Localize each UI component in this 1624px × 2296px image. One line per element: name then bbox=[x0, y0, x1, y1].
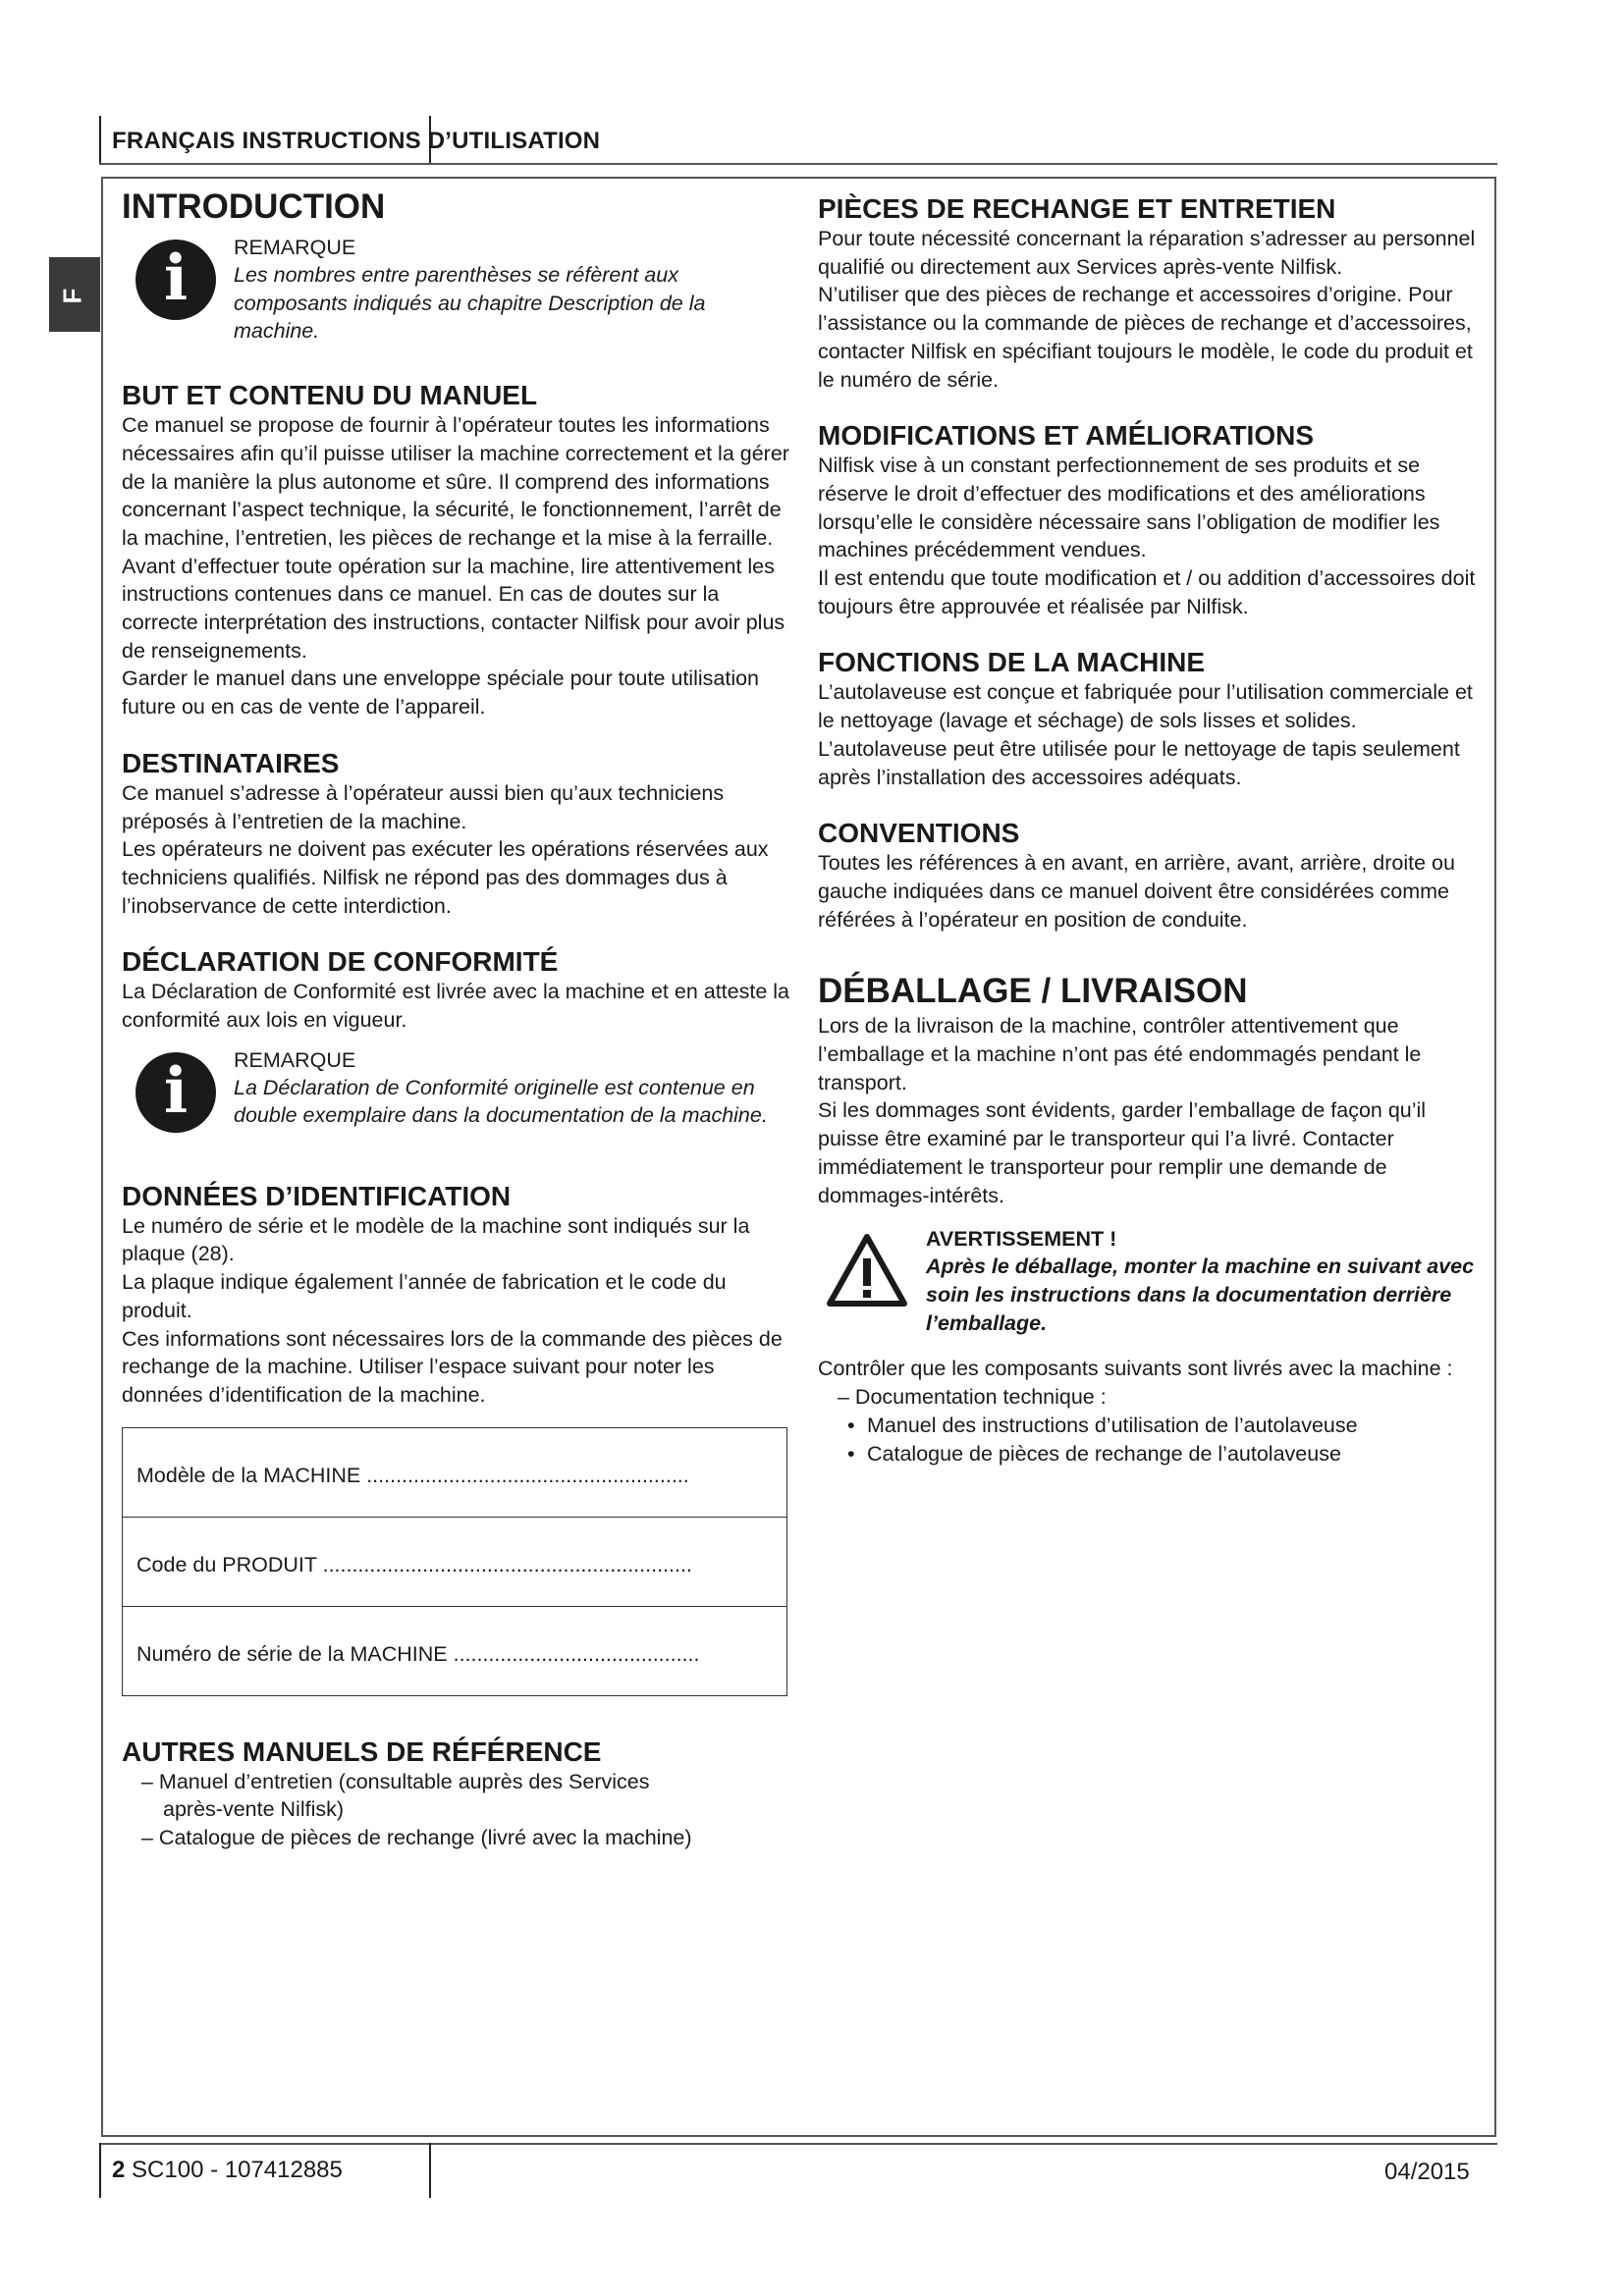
footer-rule-divider bbox=[429, 2143, 431, 2198]
section-autres bbox=[122, 1735, 794, 1852]
deballage-p3: Contrôler que les composants suivants sont livrés avec la machine : bbox=[818, 1357, 1453, 1381]
footer-date: 04/2015 bbox=[1384, 2159, 1470, 2185]
declaration-note bbox=[122, 1046, 794, 1154]
warning-text: Après le déballage, monter la machine en suivant avec soin les instructions dans la documentation derrière l’emballage. bbox=[926, 1255, 1475, 1335]
fonctions-p2: L’autolaveuse peut être utilisée pour le nettoyage de tapis seulement après l’installation des accessoires adéquats. bbox=[818, 736, 1460, 789]
info-icon: i bbox=[135, 1052, 216, 1133]
declaration-p1: La Déclaration de Conformité est livrée avec la machine et en atteste la conformité aux lois en vigueur. bbox=[122, 980, 790, 1033]
autres-item-1 bbox=[122, 1768, 794, 1824]
donnees-p1: Le numéro de série et le modèle de la machine sont indiqués sur la plaque (28). bbox=[122, 1213, 750, 1266]
autres-title: AUTRES MANUELS DE RÉFÉRENCE bbox=[122, 1735, 602, 1767]
intro-note-text: Les nombres entre parenthèses se réfèrent aux composants indiqués au chapitre Description de la machine. bbox=[234, 263, 706, 344]
warning-label: AVERTISSEMENT ! bbox=[926, 1227, 1117, 1252]
autres-item-1-line2: après-vente Nilfisk) bbox=[163, 1797, 344, 1822]
but-p2: Avant d’effectuer toute opération sur la machine, lire attentivement les instructions contenues dans ce manuel. En cas de doutes sur la correcte interprétation des instructions, contacter Nilfisk pour avoir plus de renseignements. bbox=[122, 554, 785, 663]
footer-page-number: 2 bbox=[112, 2157, 126, 2183]
pieces-p2: N’utiliser que des pièces de rechange et accessoires d’origine. Pour l’assistance ou la commande de pièces de rechange et d’accessoires, contacter Nilfisk en spécifiant toujours le modèle, le code du produit et le numéro de série. bbox=[818, 283, 1473, 392]
pieces-title: PIÈCES DE RECHANGE ET ENTRETIEN bbox=[818, 193, 1336, 224]
footer-rule-left bbox=[99, 2143, 101, 2198]
footer-rule-top bbox=[99, 2143, 1497, 2145]
form-row-model-label: Modèle de la MACHINE ....................................................... bbox=[136, 1463, 689, 1487]
warning-triangle-icon bbox=[826, 1233, 908, 1308]
header-title: FRANÇAIS INSTRUCTIONS D’UTILISATION bbox=[112, 128, 601, 154]
deballage-warning bbox=[818, 1225, 1486, 1337]
declaration-title: DÉCLARATION DE CONFORMITÉ bbox=[122, 946, 559, 978]
deballage-list-bullet-2: • Catalogue de pièces de rechange de l’autolaveuse bbox=[818, 1440, 1486, 1468]
section-but bbox=[122, 379, 794, 721]
deballage-p1: Lors de la livraison de la machine, contrôler attentivement que l’emballage et la machine n’ont pas été endommagés pendant le transport. bbox=[818, 1014, 1422, 1095]
but-p1: Ce manuel se propose de fournir à l’opérateur toutes les informations nécessaires afin qu’il puisse utiliser la machine correctement et la gérer de la manière la plus autonome et sûre. Il comprend des informations concernant l’aspect technique, la sécurité, le fonctionnement, l’arrêt de la machine, l’entretien, les pièces de rechange et la mise à la ferraille. bbox=[122, 413, 789, 550]
deballage-p2: Si les dommages sont évidents, garder l’emballage de façon qu’il puisse être examiné par le transporteur qui l’a livré. Contacter immédiatement le transporteur pour remplir une demande de dommages-intérêts. bbox=[818, 1098, 1427, 1207]
deballage-title: DÉBALLAGE / LIVRAISON bbox=[818, 972, 1248, 1011]
section-declaration bbox=[122, 945, 794, 1153]
intro-note bbox=[122, 234, 794, 346]
destinataires-p1: Ce manuel s’adresse à l’opérateur aussi bien qu’aux techniciens préposés à l’entretien de la machine. bbox=[122, 780, 725, 833]
header-rule-left bbox=[99, 116, 101, 165]
info-icon: i bbox=[135, 240, 216, 320]
section-modifications bbox=[818, 419, 1486, 620]
modifications-p1: Nilfisk vise à un constant perfectionnement de ses produits et se réserve le droit d’effectuer des modifications et des améliorations lorsqu’elle le considère nécessaire sans l’obligation de modifier les machines précédemment vendues. bbox=[818, 454, 1440, 562]
destinataires-p2: Les opérateurs ne doivent pas exécuter les opérations réservées aux techniciens qualifiés. Nilfisk ne répond pas des dommages dus à l’inobservance de cette interdiction. bbox=[122, 837, 769, 918]
language-side-tab bbox=[49, 257, 100, 332]
form-row-product-code[interactable] bbox=[123, 1518, 786, 1607]
header-rule-bottom bbox=[99, 163, 1497, 165]
declaration-note-label: REMARQUE bbox=[234, 1047, 356, 1072]
modifications-title: MODIFICATIONS ET AMÉLIORATIONS bbox=[818, 420, 1315, 452]
section-deballage bbox=[818, 971, 1486, 1468]
right-column bbox=[818, 187, 1486, 1468]
donnees-p2: La plaque indique également l’année de fabrication et le code du produit. bbox=[122, 1270, 727, 1322]
section-donnees bbox=[122, 1180, 794, 1696]
conventions-p1: Toutes les références à en avant, en arrière, avant, arrière, droite ou gauche indiquées dans ce manuel doivent être considérées comme référées à l’opérateur en position de conduite. bbox=[818, 851, 1455, 932]
form-row-product-code-label: Code du PRODUIT ............................................................... bbox=[136, 1552, 692, 1576]
left-column bbox=[122, 187, 794, 1852]
footer-model-code: SC100 - 107412885 bbox=[132, 2157, 343, 2183]
identification-form bbox=[122, 1427, 787, 1696]
autres-item-1-line1: – Manuel d’entretien (consultable auprès des Services bbox=[141, 1769, 650, 1793]
side-tab-label: F bbox=[57, 288, 87, 304]
section-destinataires bbox=[122, 747, 794, 921]
but-p3: Garder le manuel dans une enveloppe spéciale pour toute utilisation future ou en cas de vente de l’appareil. bbox=[122, 667, 760, 720]
but-title: BUT ET CONTENU DU MANUEL bbox=[122, 380, 538, 411]
destinataires-title: DESTINATAIRES bbox=[122, 747, 340, 778]
donnees-p3: Ces informations sont nécessaires lors de la commande des pièces de rechange de la machine. Utiliser l’espace suivant pour noter les données d’identification de la machine. bbox=[122, 1326, 783, 1407]
autres-item-2: – Catalogue de pièces de rechange (livré avec la machine) bbox=[141, 1826, 692, 1850]
conventions-title: CONVENTIONS bbox=[818, 818, 1020, 849]
donnees-title: DONNÉES D’IDENTIFICATION bbox=[122, 1180, 512, 1211]
modifications-p2: Il est entendu que toute modification et / ou addition d’accessoires doit toujours être approuvée et réalisée par Nilfisk. bbox=[818, 566, 1476, 618]
form-row-serial-number-label: Numéro de série de la MACHINE .......................................... bbox=[136, 1641, 700, 1666]
intro-title: INTRODUCTION bbox=[122, 187, 386, 226]
section-fonctions bbox=[818, 646, 1486, 791]
fonctions-title: FONCTIONS DE LA MACHINE bbox=[818, 647, 1206, 678]
intro-note-label: REMARQUE bbox=[234, 236, 356, 259]
fonctions-p1: L’autolaveuse est conçue et fabriquée pour l’utilisation commerciale et le nettoyage (lavage et séchage) de sols lisses et solides. bbox=[818, 680, 1473, 733]
form-row-serial-number[interactable] bbox=[123, 1607, 786, 1695]
footer-page-info bbox=[112, 2157, 343, 2184]
declaration-note-text: La Déclaration de Conformité originelle est contenue en double exemplaire dans la documentation de la machine. bbox=[234, 1075, 768, 1128]
section-conventions bbox=[818, 817, 1486, 934]
form-row-model[interactable] bbox=[123, 1428, 786, 1518]
deballage-list-bullet-1: • Manuel des instructions d’utilisation de l’autolaveuse bbox=[818, 1412, 1486, 1440]
pieces-p1: Pour toute nécessité concernant la réparation s’adresser au personnel qualifié ou directement aux Services après-vente Nilfisk. bbox=[818, 227, 1476, 279]
deballage-list-dash: – Documentation technique : bbox=[838, 1385, 1107, 1410]
